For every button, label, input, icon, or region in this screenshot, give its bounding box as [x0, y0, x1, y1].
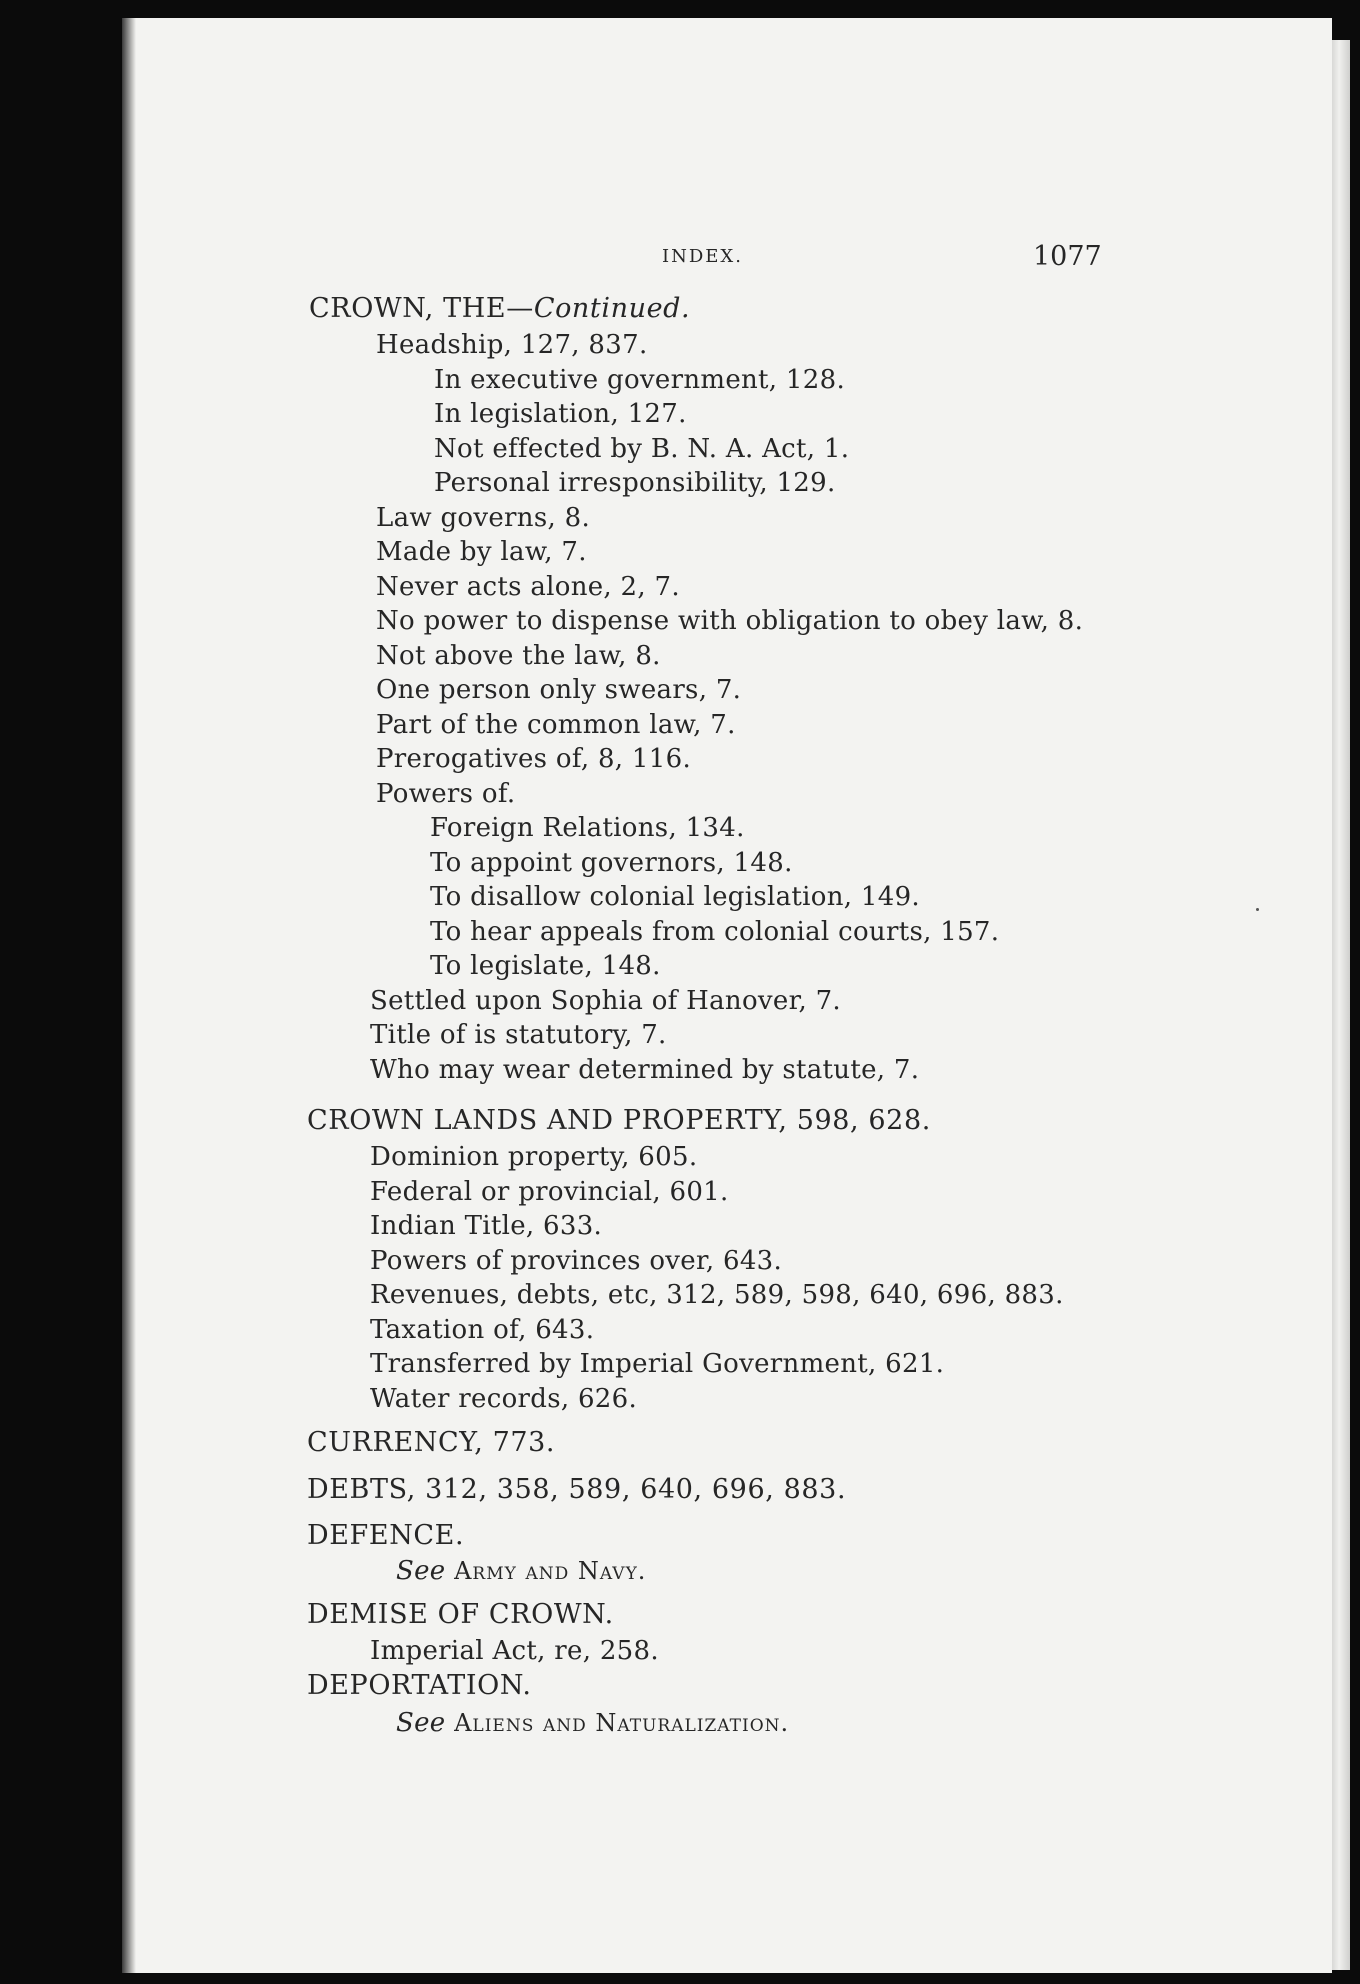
entry-heading-debts: DEBTS, 312, 358, 589, 640, 696, 883.	[307, 1474, 847, 1505]
sub-subentry: To disallow colonial legislation, 149.	[430, 882, 920, 912]
see-reference: See Army and Navy.	[396, 1556, 647, 1586]
subentry: Never acts alone, 2, 7.	[376, 572, 680, 602]
subentry: Powers of provinces over, 643.	[370, 1246, 783, 1276]
subentry: Federal or provincial, 601.	[370, 1177, 729, 1207]
sub-subentry: To hear appeals from colonial courts, 157.	[430, 917, 1000, 947]
subentry: Who may wear determined by statute, 7.	[370, 1055, 920, 1085]
sub-subentry: To legislate, 148.	[430, 951, 661, 981]
subentry: Taxation of, 643.	[370, 1315, 595, 1345]
subentry: Revenues, debts, etc, 312, 589, 598, 640, 696, 883.	[370, 1280, 1064, 1310]
see-reference: See Aliens and Naturalization.	[396, 1708, 790, 1738]
subentry: Made by law, 7.	[376, 537, 587, 567]
entry-heading-deportation: DEPORTATION.	[307, 1670, 532, 1701]
sub-subentry: Foreign Relations, 134.	[430, 813, 745, 843]
subentry: Law governs, 8.	[376, 503, 591, 533]
sub-subentry: Personal irresponsibility, 129.	[434, 468, 836, 498]
subentry: Title of is statutory, 7.	[370, 1020, 667, 1050]
subentry: Transferred by Imperial Government, 621.	[370, 1349, 945, 1379]
sub-subentry: Not effected by B. N. A. Act, 1.	[434, 434, 850, 464]
subentry: Water records, 626.	[370, 1384, 638, 1414]
subentry: Part of the common law, 7.	[376, 710, 736, 740]
subentry: Dominion property, 605.	[370, 1142, 698, 1172]
sub-subentry: In executive government, 128.	[434, 365, 846, 395]
entry-heading-demise: DEMISE OF CROWN.	[307, 1599, 614, 1630]
running-header: INDEX.	[662, 246, 743, 267]
subentry: Settled upon Sophia of Hanover, 7.	[370, 986, 841, 1016]
entry-heading-crown: CROWN, THE—Continued.	[309, 293, 691, 324]
subentry: Not above the law, 8.	[376, 641, 661, 671]
subentry: Indian Title, 633.	[370, 1211, 603, 1241]
subentry: Prerogatives of, 8, 116.	[376, 744, 692, 774]
subentry: Imperial Act, re, 258.	[370, 1636, 659, 1666]
subentry: Powers of.	[376, 779, 516, 809]
entry-heading-defence: DEFENCE.	[307, 1520, 465, 1551]
entry-heading-crown-lands: CROWN LANDS AND PROPERTY, 598, 628.	[307, 1105, 931, 1136]
entry-heading-currency: CURRENCY, 773.	[307, 1427, 556, 1458]
subentry: No power to dispense with obligation to obey law, 8.	[376, 606, 1084, 636]
page-number: 1077	[1033, 241, 1102, 272]
sub-subentry: In legislation, 127.	[434, 399, 687, 429]
sub-subentry: To appoint governors, 148.	[430, 848, 793, 878]
subentry: Headship, 127, 837.	[376, 330, 648, 360]
subentry: One person only swears, 7.	[376, 675, 742, 705]
